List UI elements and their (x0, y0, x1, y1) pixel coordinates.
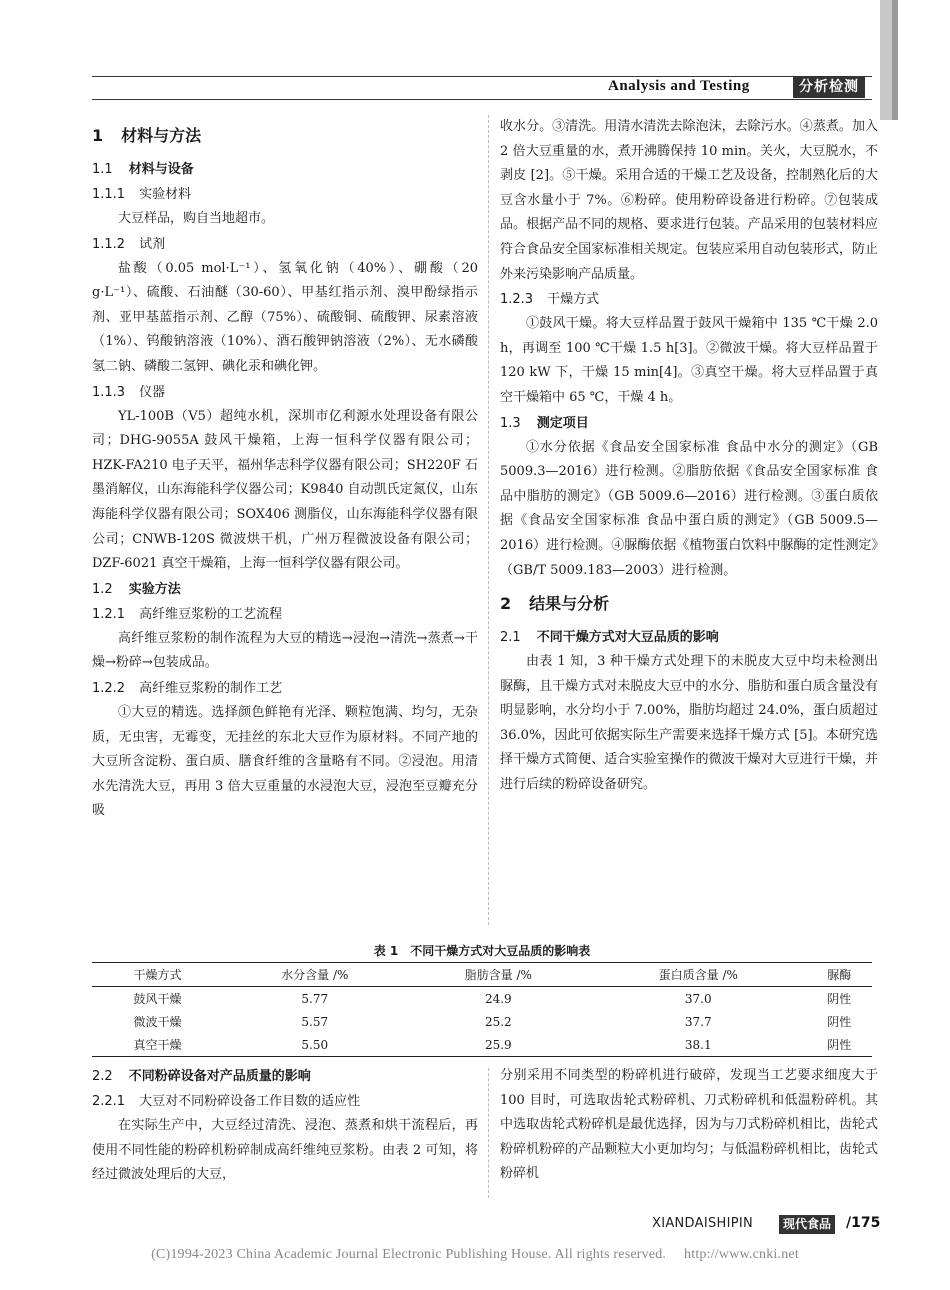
data-table (92, 962, 872, 1057)
paragraph-process-continued: 收水分。③清洗。用清水清洗去除泡沫，去除污水。④蒸煮。加入 2 倍大豆重量的水，煮开沸腾保持 10 min。关火，大豆脱水，不剥皮 [2]。⑤干燥。采用合适的干燥工艺及设备，控制熟化后的大豆含水量小于 7%。⑥粉碎。使用粉碎设备进行粉碎。⑦包装成品。根据产品不同的规格、要求进行包装。产品采用的包装材料应符合食品安全国家标准相关规定。包装应采用自动包装形式，防止外来污染影响产品质量。 (500, 119, 878, 282)
paragraph-grinding-left: 在实际生产中，大豆经过清洗、浸泡、蒸煮和烘干流程后，再使用不同性能的粉碎机粉碎制成高纤维纯豆浆粉。由表 2 可知，将经过微波处理后的大豆， (92, 1118, 478, 1183)
table-cell: 25.9 (484, 1037, 512, 1052)
paragraph-reagents: 盐酸（0.05 mol·L⁻¹）、氢氧化钠（40%）、硼酸（20 g·L⁻¹）、硫酸、石油醚（30-60）、甲基红指示剂、溴甲酚绿指示剂、亚甲基蓝指示剂、乙醇（75%）、硫酸铜、硫酸钾、尿素溶液（1%）、钨酸钠溶液（10%）、酒石酸钾钠溶液（2%）、无水磷酸氢二钠、磷酸二氢钾、碘化汞和碘化钾。 (92, 260, 478, 374)
table-cell: 37.7 (684, 1014, 712, 1029)
subsubsection-heading: 1.2.1 高纤维豆浆粉的工艺流程 (92, 606, 283, 622)
table-row (92, 987, 872, 1011)
table-cell: 24.9 (484, 991, 512, 1006)
journal-name-en: XIANDAISHIPIN (652, 1216, 754, 1231)
journal-name-cn: 现代食品 (779, 1215, 835, 1234)
table-header: 水分含量 /% (281, 968, 349, 982)
table-cell: 5.57 (301, 1014, 329, 1029)
subsubsection-heading: 1.1.2 试剂 (92, 236, 166, 252)
paragraph-instruments: YL-100B（V5）超纯水机，深圳市亿利源水处理设备有限公司；DHG-9055A 鼓风干燥箱，上海一恒科学仪器有限公司；HZK-FA210 电子天平，福州华志科学仪器有限公司；SH220F 石墨消解仪，山东海能科学仪器公司；K9840 自动凯氏定氮仪，山东海能科学仪器有限公司；SOX406 测脂仪，山东海能科学仪器有限公司；CNWB-120S 微波烘干机，广州万程微波设备有限公司；DZF-6021 真空干燥箱，上海一恒科学仪器有限公司。 (92, 408, 478, 572)
table-cell: 阴性 (827, 1038, 852, 1052)
table-header: 脂肪含量 /% (464, 968, 532, 982)
table-cell: 微波干燥 (133, 1015, 182, 1029)
table-header-row (92, 963, 872, 987)
table-cell: 5.77 (301, 991, 329, 1006)
table-header: 蛋白质含量 /% (658, 968, 738, 982)
table-caption: 表 1 不同干燥方式对大豆品质的影响表 (373, 944, 591, 958)
paragraph-materials: 大豆样品，购自当地超市。 (118, 211, 275, 226)
subsection-heading: 2.2 不同粉碎设备对产品质量的影响 (92, 1069, 311, 1084)
table-cell: 阴性 (827, 992, 852, 1006)
right-column (500, 115, 878, 798)
table-header: 脲酶 (827, 968, 852, 982)
subsubsection-heading: 1.2.2 高纤维豆浆粉的制作工艺 (92, 680, 283, 696)
section-heading: 2 结果与分析 (500, 594, 610, 614)
table-cell: 真空干燥 (133, 1038, 182, 1052)
subsection-heading: 1.2 实验方法 (92, 581, 181, 597)
column-divider (488, 115, 489, 925)
table-cell: 37.0 (684, 991, 712, 1006)
left-column (92, 115, 478, 824)
subsubsection-heading: 1.1.1 实验材料 (92, 187, 192, 202)
bottom-left-column (92, 1064, 478, 1188)
subsection-heading: 2.1 不同干燥方式对大豆品质的影响 (500, 630, 719, 646)
running-header-cn: 分析检测 (793, 76, 865, 98)
subsubsection-heading: 2.2.1 大豆对不同粉碎设备工作目数的适应性 (92, 1094, 361, 1109)
table-cell: 25.2 (484, 1014, 512, 1029)
header-rule (92, 99, 872, 100)
table-header: 干燥方式 (133, 968, 182, 982)
page-number: /175 (846, 1215, 881, 1231)
paragraph-items: ①水分依据《食品安全国家标准 食品中水分的测定》（GB 5009.3—2016）进行检测。②脂肪依据《食品安全国家标准 食品中脂肪的测定》（GB 5009.6—2016）进行检测。③蛋白质依据《食品安全国家标准 食品中蛋白质的测定》（GB 5009.5—2016）进行检测。④脲酶依据《植物蛋白饮料中脲酶的定性测定》（GB/T 5009.183—2003）进行检测。 (500, 439, 878, 578)
table-row (92, 1033, 872, 1057)
paragraph-grinding-right: 分别采用不同类型的粉碎机进行破碎，发现当工艺要求细度大于 100 目时，可选取齿轮式粉碎机、刀式粉碎机和低温粉碎机。其中选取齿轮式粉碎机是最优选择，因为与刀式粉碎机相比，齿轮式粉碎机粉碎的产品颗粒大小更加均匀；与低温粉碎机相比，齿轮式粉碎机 (500, 1068, 878, 1182)
table-cell: 鼓风干燥 (133, 992, 182, 1006)
column-divider (488, 1068, 489, 1198)
copyright-notice: (C)1994-2023 China Academic Journal Electronic Publishing House. All rights reserved. http://www.cnki.net (151, 1247, 799, 1262)
subsection-heading: 1.1 材料与设备 (92, 162, 194, 177)
edge-tab-dark (892, 0, 898, 120)
table-cell: 5.50 (301, 1037, 329, 1052)
paragraph-drying: ①鼓风干燥。将大豆样品置于鼓风干燥箱中 135 ℃干燥 2.0 h，再调至 100 ℃干燥 1.5 h[3]。②微波干燥。将大豆样品置于 120 kW 下，干燥 15 min[4]。③真空干燥。将大豆样品置于真空干燥箱中 65 ℃，干燥 4 h。 (500, 316, 878, 405)
table-cell: 阴性 (827, 1015, 852, 1029)
subsubsection-heading: 1.2.3 干燥方式 (500, 292, 600, 308)
bottom-right-column (500, 1064, 878, 1187)
paragraph-results: 由表 1 知，3 种干燥方式处理下的未脱皮大豆中均未检测出脲酶，且干燥方式对未脱皮大豆中的水分、脂肪和蛋白质含量没有明显影响，水分均小于 7.00%，脂肪均超过 24.0%，蛋白质超过 36.0%，因此可依据实际生产需要来选择干燥方式 [5]。本研究选择干燥方式简便、适合实验室操作的微波干燥对大豆进行干燥，并进行后续的粉碎设备研究。 (500, 654, 878, 793)
subsubsection-heading: 1.1.3 仪器 (92, 384, 166, 400)
table-row (92, 1010, 872, 1033)
paragraph-flow: 高纤维豆浆粉的制作流程为大豆的精选→浸泡→清洗→蒸煮→干燥→粉碎→包装成品。 (92, 630, 478, 671)
table-cell: 38.1 (684, 1037, 712, 1052)
top-rule (92, 76, 872, 77)
running-header-en: Analysis and Testing (608, 78, 750, 94)
section-heading: 1 材料与方法 (92, 126, 202, 145)
paragraph-process: ①大豆的精选。选择颜色鲜艳有光泽、颗粒饱满、均匀，无杂质，无虫害，无霉变，无挂丝的东北大豆作为原材料。不同产地的大豆所含淀粉、蛋白质、膳食纤维的含量略有不同。②浸泡。用清水先清洗大豆，再用 3 倍大豆重量的水浸泡大豆，浸泡至豆瓣充分吸 (92, 704, 478, 819)
subsection-heading: 1.3 测定项目 (500, 415, 589, 431)
